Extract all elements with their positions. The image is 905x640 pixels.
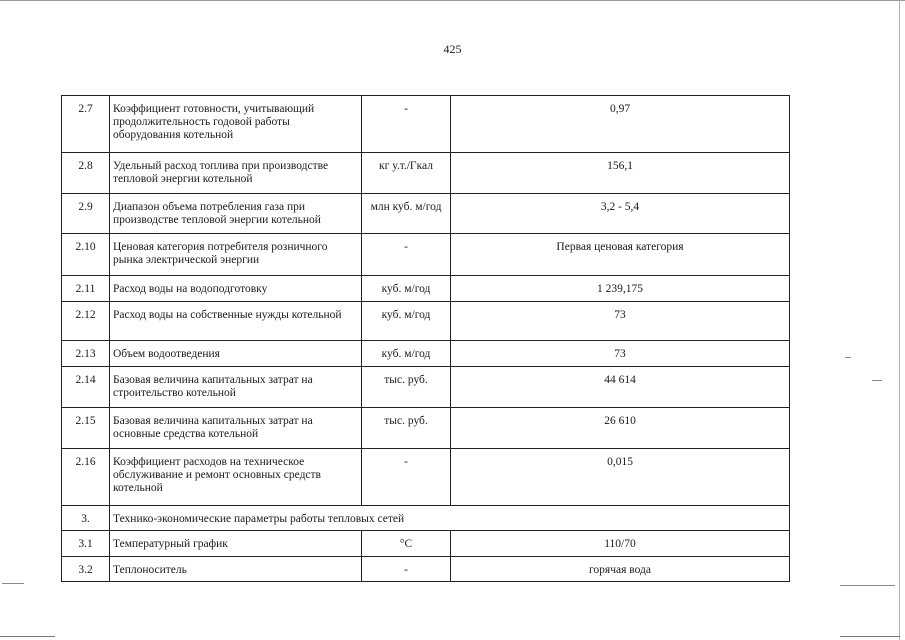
- row-value: 73: [451, 341, 790, 367]
- row-description: Удельный расход топлива при производстве тепловой энергии котельной: [110, 153, 362, 194]
- row-unit: кг у.т./Гкал: [362, 153, 451, 194]
- row-number: 2.7: [62, 96, 110, 153]
- row-value: горячая вода: [451, 557, 790, 582]
- table-row: [62, 194, 790, 234]
- row-value: 73: [451, 302, 790, 341]
- table-row: [62, 408, 790, 449]
- scan-edge-right: [899, 0, 900, 640]
- scan-speck: [840, 585, 895, 586]
- row-value: 1 239,175: [451, 276, 790, 302]
- table-row: [62, 367, 790, 408]
- row-description: Теплоноситель: [110, 557, 362, 582]
- row-number: 2.13: [62, 341, 110, 367]
- row-number: 3.2: [62, 557, 110, 582]
- scan-bottom-line: [0, 636, 55, 637]
- row-unit: -: [362, 557, 451, 582]
- row-number: 2.10: [62, 234, 110, 276]
- table-row: [62, 276, 790, 302]
- row-value: 26 610: [451, 408, 790, 449]
- row-description: Базовая величина капитальных затрат на основные средства котельной: [110, 408, 362, 449]
- row-description: Ценовая категория потребителя розничного рынка электрической энергии: [110, 234, 362, 276]
- row-description: Расход воды на собственные нужды котельной: [110, 302, 362, 341]
- parameters-table: [61, 95, 790, 582]
- table-row: [62, 557, 790, 582]
- table-row: [62, 531, 790, 557]
- row-value: 110/70: [451, 531, 790, 557]
- row-number: 2.11: [62, 276, 110, 302]
- row-description: Коэффициент готовности, учитывающий продолжительность годовой работы оборудования котельной: [110, 96, 362, 153]
- row-value: 44 614: [451, 367, 790, 408]
- row-unit: куб. м/год: [362, 341, 451, 367]
- scan-speck: [845, 357, 851, 358]
- table-row: [62, 96, 790, 153]
- row-unit: -: [362, 449, 451, 506]
- table-row: [62, 153, 790, 194]
- row-description: Температурный график: [110, 531, 362, 557]
- row-number: 3.1: [62, 531, 110, 557]
- row-unit: млн куб. м/год: [362, 194, 451, 234]
- page-number: 425: [443, 42, 462, 56]
- row-value: Первая ценовая категория: [451, 234, 790, 276]
- section-number: 3.: [62, 506, 110, 531]
- scan-speck: [2, 583, 24, 584]
- scan-bottom-line: [840, 636, 900, 637]
- scan-speck: [872, 380, 882, 381]
- row-description: Объем водоотведения: [110, 341, 362, 367]
- table-row: [62, 302, 790, 341]
- section-row: [62, 506, 790, 531]
- row-value: 0,015: [451, 449, 790, 506]
- scan-edge-top: [0, 0, 905, 4]
- row-number: 2.16: [62, 449, 110, 506]
- row-unit: -: [362, 96, 451, 153]
- row-unit: тыс. руб.: [362, 408, 451, 449]
- row-description: Диапазон объема потребления газа при производстве тепловой энергии котельной: [110, 194, 362, 234]
- row-unit: тыс. руб.: [362, 367, 451, 408]
- row-number: 2.9: [62, 194, 110, 234]
- table-row: [62, 341, 790, 367]
- row-number: 2.12: [62, 302, 110, 341]
- table-row: [62, 449, 790, 506]
- row-description: Коэффициент расходов на техническое обслуживание и ремонт основных средств котельной: [110, 449, 362, 506]
- row-unit: °С: [362, 531, 451, 557]
- row-unit: куб. м/год: [362, 302, 451, 341]
- row-number: 2.15: [62, 408, 110, 449]
- row-number: 2.8: [62, 153, 110, 194]
- row-value: 3,2 - 5,4: [451, 194, 790, 234]
- section-title: Технико-экономические параметры работы тепловых сетей: [110, 506, 790, 531]
- row-description: Расход воды на водоподготовку: [110, 276, 362, 302]
- row-number: 2.14: [62, 367, 110, 408]
- row-description: Базовая величина капитальных затрат на строительство котельной: [110, 367, 362, 408]
- row-unit: -: [362, 234, 451, 276]
- table-row: [62, 234, 790, 276]
- row-value: 156,1: [451, 153, 790, 194]
- row-unit: куб. м/год: [362, 276, 451, 302]
- row-value: 0,97: [451, 96, 790, 153]
